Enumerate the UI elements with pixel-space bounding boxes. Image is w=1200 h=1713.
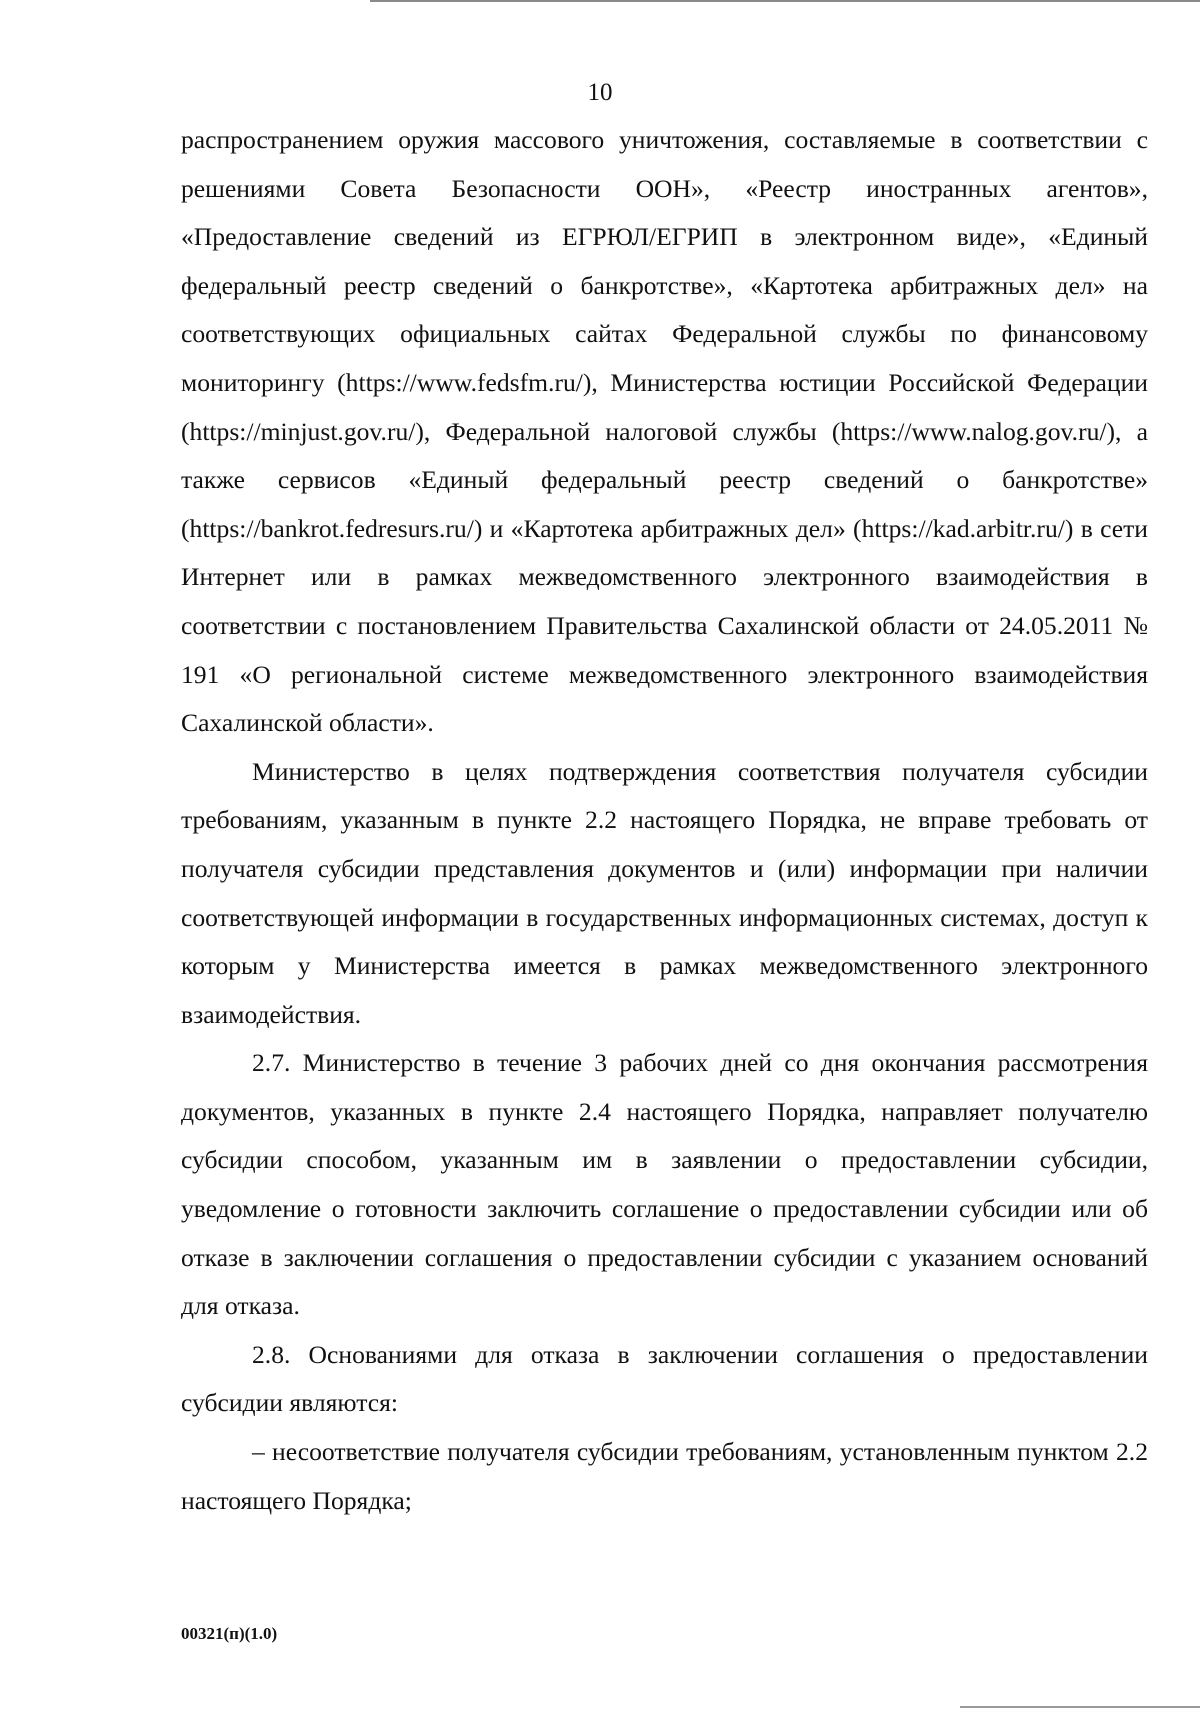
paragraph-5: – несоответствие получателя субсидии требованиям, установленным пунктом 2.2 настоящего Порядка; <box>181 1437 1148 1515</box>
paragraph-4: 2.8. Основаниями для отказа в заключении соглашения о предоставлении субсидии являются: <box>181 1339 1148 1418</box>
page-number: 10 <box>587 79 613 106</box>
document-body <box>181 116 1148 1525</box>
paragraph-3: 2.7. Министерство в течение 3 рабочих дней со дня окончания рассмотрения документов, указанных в пункте 2.4 настоящего Порядка, направляет получателю субсидии способом, указанным им в заявлении о предоставлении субсидии, уведомление о готовности заключить соглашение о предоставлении субсидии или об отказе в заключении соглашения о предоставлении субсидии с указанием оснований для отказа. <box>181 1048 1148 1321</box>
form-code: 00321(п)(1.0) <box>181 1624 278 1643</box>
paragraph-2: Министерство в целях подтверждения соответствия получателя субсидии требованиям, указанным в пункте 2.2 настоящего Порядка, не вправе требовать от получателя субсидии представления документов и (или) информации при наличии соответствующей информации в государственных информационных системах, доступ к которым у Министерства имеется в рамках межведомственного электронного взаимодействия. <box>181 756 1148 1029</box>
scan-edge-line-bottom <box>960 1706 1200 1708</box>
scan-edge-line-top <box>370 0 1200 2</box>
paragraph-1: распространением оружия массового уничтожения, составляемые в соответствии с решениями Совета Безопасности ООН», «Реестр иностранных агентов», «Предоставление сведений из ЕГРЮЛ/ЕГРИП в электронном виде», «Единый федеральный реестр сведений о банкротстве», «Картотека арбитражных дел» на соответствующих официальных сайтах Федеральной службы по финансовому мониторингу (https://www.fedsfm.ru/), Министерства юстиции Российской Федерации (https://minjust.gov.ru/), Федеральной налоговой службы (https://www.nalog.gov.ru/), а также сервисов «Единый федеральный реестр сведений о банкротстве» (https://bankrot.fedresurs.ru/) и «Картотека арбитражных дел» (https://kad.arbitr.ru/) в сети Интернет или в рамках межведомственного электронного взаимодействия в соответствии с постановлением Правительства Сахалинской области от 24.05.2011 № 191 «О региональной системе межведомственного электронного взаимодействия Сахалинской области». <box>181 125 1148 738</box>
